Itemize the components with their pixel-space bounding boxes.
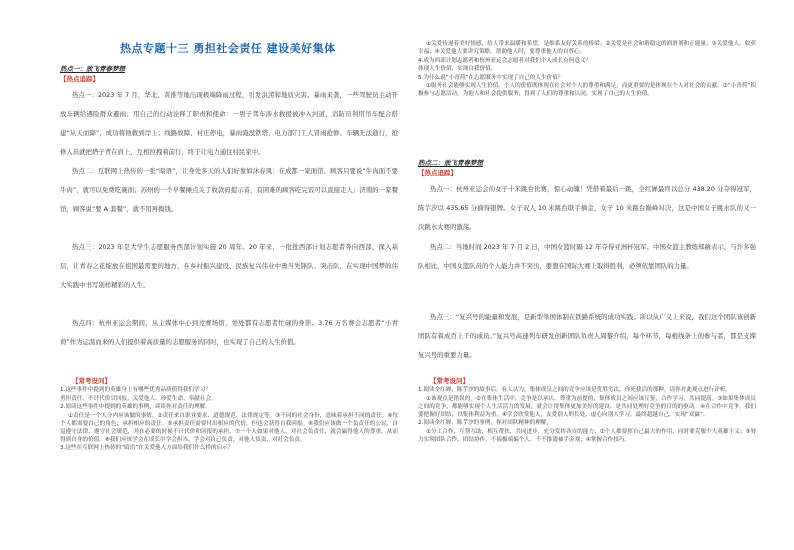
right-para-3: 热点三：“复兴号的能量和发展，是新型举国体制在铁路系统的成功实践。所以从广义上来说，我们这个团队该创新团队有着成百上千的成员。”复兴号高速列车研发创新团队负责人周黎介绍，每个环节，每根线条上的参与者，都是支撑复兴号的重要力量。 [418,313,756,359]
left-qa-q3: 3.这些在互联网上热传的“暗语”在关爱他人方面给我们什么样的启示？ [60,445,234,452]
right-qa-q2: 2.阅读全红婵、陈芋汐的事例，你对团队精神的理解。 [418,420,552,427]
right-top-a4: 体现人生价值，实现自我价值。 [418,66,497,73]
right-tag-hot-tracking: 【热点追踪】 [418,169,457,177]
left-qa-a1: 勇担责任、不计代价甘回报、关爱他人、珍爱生命、奉献社会。 [60,395,217,402]
page-title: 热点专题十三 勇担社会责任 建设美好集体 [120,42,336,55]
left-qa-q1: 1.这些事件中提到的英雄身上有哪些优秀品质值得我们学习？ [60,387,211,393]
left-para-3: 热点三：2023 年是大学生志愿服务西部计划实施 20 周年。20 年来，一批批西部计划志愿者奔向西部、深入基层，让青春之花绽放在祖国最需要的地方，在乡村振兴建设、民族复兴伟业中勇当先锋队、突击队，在实现中国梦的伟大实践中书写别样精彩的人生。 [60,243,398,289]
right-top-a5: ①服务社会能够实现人生价值。个人的价值既体现在社会对个人的尊重和满足，而更重要的是体现在个人对社会的贡献。②“小青荷”积极参与志愿活动，为他人和社会提供服务，得到了人们的尊重和认同，实现了自己的人生价值。 [418,83,756,98]
left-qa-q2: 2.阅读这些事件中提到的英雄的事例，谈谈你对责任的理解。 [60,404,211,411]
left-para-2: 热点二：互联网上热传的一张“暗语”，让身处多天的人们好象如沐春风：在成都一家面馆，顾客只要说“牛肉面不要牛肉”，就可以免费吃碗面；苏州的一个早餐摊点关了收款码提示音，有困难的顾客吃完饭可以直接走人；济南的一家餐馆，顾客说“要 A 套餐”，就不用再掏钱。 [60,167,398,213]
left-para-4: 热点四：杭州亚运会期间，从主媒体中心到竞赛场馆，处处都有志愿者忙碌的身影。3.76 万名赛会志愿者“小青荷”作为运温而来的人们提供着高质量的志愿服务的同时，也实现了自己的人生价值。 [60,319,398,346]
left-qa-tag: 【常考设问】 [72,377,111,385]
left-tag-hot-tracking: 【热点追踪】 [60,75,99,83]
right-qa-tag: 【常考设问】 [430,377,469,385]
right-qa-a1: ①该观点是错误的。②在集体生活中，竞争是以承认、尊重为前提的，集体成员之间应该互鉴，合作学习，共同提高。③如果集体成员之间的竞争，都能够实现个人生活活力的发展，就会让得集体更加美好的建设，是共同处理好竞争的目的的驱动。④在合作中竞争，我们要把握好团结，以集体利益为重。④学会欣赏他人，友爱别人的长处，虚心向别人学习，最终超越自己，实现“双赢”。 [418,395,756,418]
left-qa-block [60,386,398,453]
right-qa-block [418,386,756,444]
right-para-1: 热点一：杭州亚运会的女子十米跳台比赛，惊心动魄！凭借着最后一跳，全红婵最终以总分 438.20 分夺得冠军，陈芋汐以 435.65 分摘得银牌。女子双人 10 米跳台联手摘金，女子 10 米跳台巅峰对决，这是中国女子跳水队的又一次跳水大赛的激荡。 [418,185,756,231]
right-top-block [418,40,756,99]
right-qa-q1: 1.阅读全红婵、陈芋汐的故事后，有人认为，集体成员之间的竞争应该是优胜劣汰，你死我活的那种。请你对此观点进行评析。 [418,387,731,393]
right-top-q4: 4.成为西部计划志愿者和杭州亚运会志愿者对我们个人成长有何意义？ [418,57,592,64]
left-subhead: 热点一：放飞青春梦想 [60,65,125,73]
right-top-q5: 5.为什么说“小青荷”在志愿服务中实现了自己的人生价值？ [418,74,564,81]
right-top-a3: ①关爱传递着美好情感，给人带来温暖和希望，是维系友好关系的桥梁；②关爱是社会和谐稳定的润滑剂和正能量；③关爱他人、收获幸福；④关爱他人要讲究策略，帮助他人时，要尊重他人的自尊心。 [418,41,756,55]
left-qa-a2: ①责任是一个人分内应该做的事情。②责任来自职业要求、道德规范、法律规定等。③不同的社会身份，意味着承担不同的责任。④每个人都需要自己的角色，承担相应的责任。⑤承担责任需要付出相应的代价，但也会获得自我回报。⑥我们应该做一个负责任的公民，自觉遵守法律、遵守社会规范，并在必要的时候不计代价和回报的承担。⑦一个人如果对他人、对社会负责任，就会赢得他人的尊重，从而得到自身的价值。⑧我们应该学会在成长中学会担当，学会对自己负责，对他人负责，对社会负责。 [60,412,398,443]
right-subhead: 热点二：放飞青春梦想 [418,159,483,167]
right-para-2: 热点二：当地时间 2023 年 7 月 2 日，中国女篮时隔 12 年夺得亚洲杯冠军。中国女篮主教练郑薇表示，与许多强队相比，中国女篮队员的个人能力并不突出，要想在国际大赛上取得胜利，必须依靠团队的力量。 [418,243,756,270]
right-qa-a2: ①分工合作，互帮互助，相互帮扶，共同进步，充分发挥各自的能力；②个人都要挥自己最大的作用，同时要克服个人英雄主义；③努力实现团队合作，团结协作，不搞极端偏个人、不不推诿袖手旁观；④掌握合作技巧。 [418,428,756,443]
left-para-1: 热点一：2023 年 7 月，华北、黄淮等地出现极端降雨过程，引发洪涝和地质灾害。暴雨来袭，一些驾驶员主动开放车辆给遇险群众避雨；用自己的行动诠释了职责和使命：一男子驾车涉水救援被冲入河道，消防员利用吊车配合搭建“从天而降”，成功将他救到岸上；线路故障、村庄停电，暴雨淹没铁塔，电力部门工人冒雨抢修、车辆无法通行，抢修人员就把塔子背在肩上、互相拉拽着前行，终于让电力通往村民家中。 [60,91,398,156]
